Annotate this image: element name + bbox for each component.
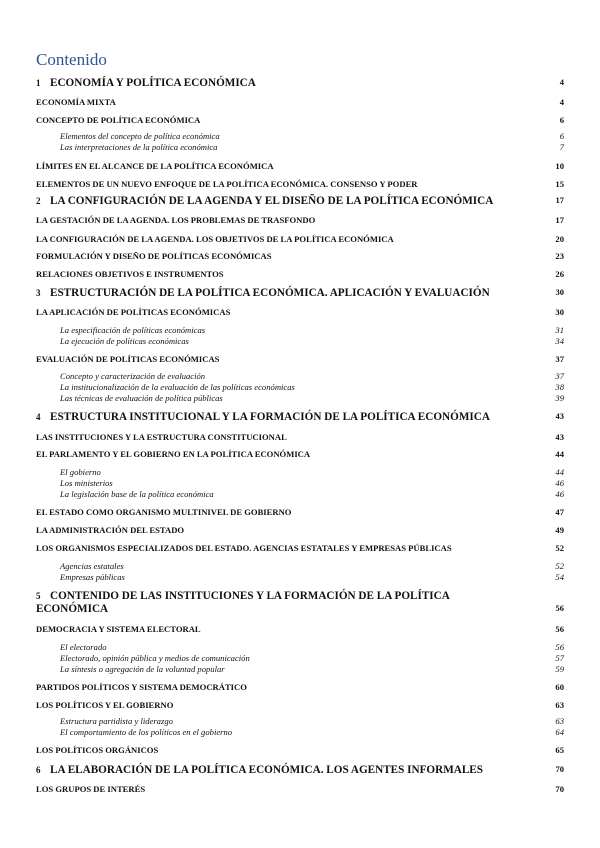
toc-page-number: 10	[555, 161, 564, 171]
toc-page-number: 63	[555, 700, 564, 710]
toc-subsection[interactable]	[60, 478, 564, 488]
toc-subsection[interactable]	[60, 131, 564, 141]
toc-page-number: 52	[555, 561, 564, 571]
toc-section[interactable]	[36, 269, 564, 280]
toc-entry-text	[36, 77, 564, 90]
toc-entry-text: RELACIONES OBJETIVOS E INSTRUMENTOS	[36, 269, 224, 279]
toc-page-number: 56	[555, 603, 564, 613]
toc-entry-text: LA ADMINISTRACIÓN DEL ESTADO	[36, 525, 185, 535]
toc-entry-text: La especificación de políticas económicas	[60, 325, 206, 335]
toc-page-number: 38	[555, 382, 564, 392]
toc-page-number: 65	[555, 745, 564, 755]
toc-chapter-6[interactable]	[36, 764, 564, 777]
toc-entry-text: DEMOCRACIA Y SISTEMA ELECTORAL	[36, 624, 201, 634]
toc-subsection[interactable]	[60, 371, 564, 381]
toc-entry-text: Las técnicas de evaluación de política públicas	[60, 393, 223, 403]
toc-entry-text: LOS ORGANISMOS ESPECIALIZADOS DEL ESTADO. AGENCIAS ESTATALES Y EMPRESAS PÚBLICAS	[36, 543, 452, 553]
toc-page-number: 44	[555, 467, 564, 477]
toc-subsection[interactable]	[60, 727, 564, 737]
toc-entry-text: El gobierno	[60, 467, 101, 477]
toc-section[interactable]	[36, 543, 564, 554]
toc-entry-text	[36, 195, 564, 208]
toc-entry-text: EL PARLAMENTO Y EL GOBIERNO EN LA POLÍTICA ECONÓMICA	[36, 449, 311, 459]
toc-page-number: 17	[555, 195, 564, 205]
toc-entry-text: Empresas públicas	[60, 572, 125, 582]
toc-page-number: 57	[555, 653, 564, 663]
toc-entry-text: Agencias estatales	[60, 561, 124, 571]
toc-section[interactable]	[36, 449, 564, 460]
toc-subsection[interactable]	[60, 561, 564, 571]
toc-section[interactable]	[36, 307, 564, 318]
toc-page-number: 43	[555, 411, 564, 421]
toc-section[interactable]	[36, 179, 564, 190]
toc-entry-text	[36, 590, 564, 616]
toc-entry-text	[36, 287, 564, 300]
toc-entry-text: LA GESTACIÓN DE LA AGENDA. LOS PROBLEMAS DE TRASFONDO	[36, 215, 316, 225]
toc-entry-text: LOS GRUPOS DE INTERÉS	[36, 784, 146, 794]
toc-subsection[interactable]	[60, 664, 564, 674]
toc-entry-text: Las interpretaciones de la política económica	[60, 142, 218, 152]
toc-subsection[interactable]	[60, 382, 564, 392]
toc-page-number: 46	[555, 489, 564, 499]
toc-subsection[interactable]	[60, 716, 564, 726]
toc-subsection[interactable]	[60, 642, 564, 652]
toc-page-number: 31	[555, 325, 564, 335]
toc-page-number: 30	[555, 307, 564, 317]
toc-page-number: 56	[555, 642, 564, 652]
chapter-number: 2	[36, 196, 41, 206]
toc-entry-text: La legislación base de la política económica	[60, 489, 214, 499]
toc-chapter-1[interactable]	[36, 77, 564, 90]
toc-page-number: 37	[555, 371, 564, 381]
toc-chapter-3[interactable]	[36, 287, 564, 300]
toc-section[interactable]	[36, 624, 564, 635]
toc-subsection[interactable]	[60, 572, 564, 582]
chapter-title: LA CONFIGURACIÓN DE LA AGENDA Y EL DISEÑO DE LA POLÍTICA ECONÓMICA	[50, 195, 494, 207]
chapter-number: 3	[36, 288, 41, 298]
toc-entry-text: CONCEPTO DE POLÍTICA ECONÓMICA	[36, 115, 201, 125]
toc-section[interactable]	[36, 251, 564, 262]
chapter-title: CONTENIDO DE LAS INSTITUCIONES Y LA FORMACIÓN DE LA POLÍTICA ECONÓMICA	[36, 590, 450, 615]
toc-page-number: 34	[555, 336, 564, 346]
toc-entry-text: LA APLICACIÓN DE POLÍTICAS ECONÓMICAS	[36, 307, 231, 317]
toc-chapter-5[interactable]	[36, 590, 564, 616]
toc-page-number: 30	[555, 287, 564, 297]
toc-page-number: 46	[555, 478, 564, 488]
toc-chapter-2[interactable]	[36, 195, 564, 208]
toc-section[interactable]	[36, 115, 564, 126]
toc-entry-text: El comportamiento de los políticos en el gobierno	[60, 727, 233, 737]
chapter-number: 1	[36, 78, 41, 88]
toc-section[interactable]	[36, 432, 564, 443]
toc-page-number: 56	[555, 624, 564, 634]
toc-entry-text: EVALUACIÓN DE POLÍTICAS ECONÓMICAS	[36, 354, 220, 364]
toc-page-number: 64	[555, 727, 564, 737]
chapter-number: 4	[36, 412, 41, 422]
toc-entry-text: La institucionalización de la evaluación de las políticas económicas	[60, 382, 295, 392]
toc-entry-text: PARTIDOS POLÍTICOS Y SISTEMA DEMOCRÁTICO	[36, 682, 247, 692]
toc-chapter-4[interactable]	[36, 411, 564, 424]
toc-page-number: 63	[555, 716, 564, 726]
toc-subsection[interactable]	[60, 653, 564, 663]
toc-section[interactable]	[36, 234, 564, 245]
toc-page-number: 43	[555, 432, 564, 442]
toc-page-number: 49	[555, 525, 564, 535]
toc-page-number: 7	[559, 142, 564, 152]
toc-section[interactable]	[36, 745, 564, 756]
toc-page-number: 4	[559, 77, 564, 87]
toc-subsection[interactable]	[60, 393, 564, 403]
toc-section[interactable]	[36, 161, 564, 172]
toc-entry-text	[36, 411, 564, 424]
toc-entry-text: Electorado, opinión pública y medios de comunicación	[60, 653, 250, 663]
toc-subsection[interactable]	[60, 336, 564, 346]
toc-page-number: 20	[555, 234, 564, 244]
chapter-title: ESTRUCTURA INSTITUCIONAL Y LA FORMACIÓN DE LA POLÍTICA ECONÓMICA	[50, 411, 490, 423]
toc-page-number: 52	[555, 543, 564, 553]
toc-entry-text: LA CONFIGURACIÓN DE LA AGENDA. LOS OBJETIVOS DE LA POLÍTICA ECONÓMICA	[36, 234, 394, 244]
toc-page-number: 6	[559, 115, 564, 125]
toc-page-number: 37	[555, 354, 564, 364]
toc-page-number: 17	[555, 215, 564, 225]
toc-entry-text: Estructura partidista y liderazgo	[60, 716, 173, 726]
toc-entry-text: LOS POLÍTICOS ORGÁNICOS	[36, 745, 159, 755]
toc-page-number: 60	[555, 682, 564, 692]
toc-page-number: 4	[559, 97, 564, 107]
toc-section[interactable]	[36, 784, 564, 795]
toc-entry-text: La ejecución de políticas económicas	[60, 336, 189, 346]
toc-entry-text	[36, 764, 564, 777]
toc-section[interactable]	[36, 97, 564, 108]
toc-subsection[interactable]	[60, 325, 564, 335]
toc-entry-text: La síntesis o agregación de la voluntad popular	[60, 664, 225, 674]
toc-page-number: 26	[555, 269, 564, 279]
toc-entry-text: LAS INSTITUCIONES Y LA ESTRUCTURA CONSTITUCIONAL	[36, 432, 287, 442]
toc-page-number: 15	[555, 179, 564, 189]
toc-page-number: 70	[555, 764, 564, 774]
toc-page-number: 39	[555, 393, 564, 403]
toc-entry-text: ECONOMÍA MIXTA	[36, 97, 116, 107]
toc-page-number: 59	[555, 664, 564, 674]
toc-page-number: 70	[555, 784, 564, 794]
toc-entry-text: Elementos del concepto de política económica	[60, 131, 220, 141]
chapter-title: LA ELABORACIÓN DE LA POLÍTICA ECONÓMICA. LOS AGENTES INFORMALES	[50, 764, 483, 776]
chapter-title: ECONOMÍA Y POLÍTICA ECONÓMICA	[50, 77, 256, 89]
toc-section[interactable]	[36, 215, 564, 226]
toc-subsection[interactable]	[60, 142, 564, 152]
chapter-title: ESTRUCTURACIÓN DE LA POLÍTICA ECONÓMICA. APLICACIÓN Y EVALUACIÓN	[50, 287, 490, 299]
toc-page-number: 54	[555, 572, 564, 582]
toc-subsection[interactable]	[60, 489, 564, 499]
toc-section[interactable]	[36, 700, 564, 711]
toc-page-number: 23	[555, 251, 564, 261]
toc-page-number: 47	[555, 507, 564, 517]
toc-subsection[interactable]	[60, 467, 564, 477]
toc-section[interactable]	[36, 354, 564, 365]
toc-section[interactable]	[36, 682, 564, 693]
toc-entry-text: FORMULACIÓN Y DISEÑO DE POLÍTICAS ECONÓMICAS	[36, 251, 272, 261]
toc-page-number: 44	[555, 449, 564, 459]
toc-entry-text: Los ministerios	[60, 478, 113, 488]
toc-entry-text: ELEMENTOS DE UN NUEVO ENFOQUE DE LA POLÍTICA ECONÓMICA. CONSENSO Y PODER	[36, 179, 418, 189]
toc-section[interactable]	[36, 507, 564, 518]
chapter-number: 6	[36, 765, 41, 775]
chapter-number: 5	[36, 591, 41, 601]
toc-page-number: 6	[559, 131, 564, 141]
toc-entry-text: EL ESTADO COMO ORGANISMO MULTINIVEL DE GOBIERNO	[36, 507, 292, 517]
toc-entry-text: El electorado	[60, 642, 107, 652]
toc-entry-text: Concepto y caracterización de evaluación	[60, 371, 206, 381]
toc-section[interactable]	[36, 525, 564, 536]
toc-title: Contenido	[36, 50, 107, 69]
toc-entry-text: LOS POLÍTICOS Y EL GOBIERNO	[36, 700, 174, 710]
toc-entry-text: LÍMITES EN EL ALCANCE DE LA POLÍTICA ECONÓMICA	[36, 161, 274, 171]
